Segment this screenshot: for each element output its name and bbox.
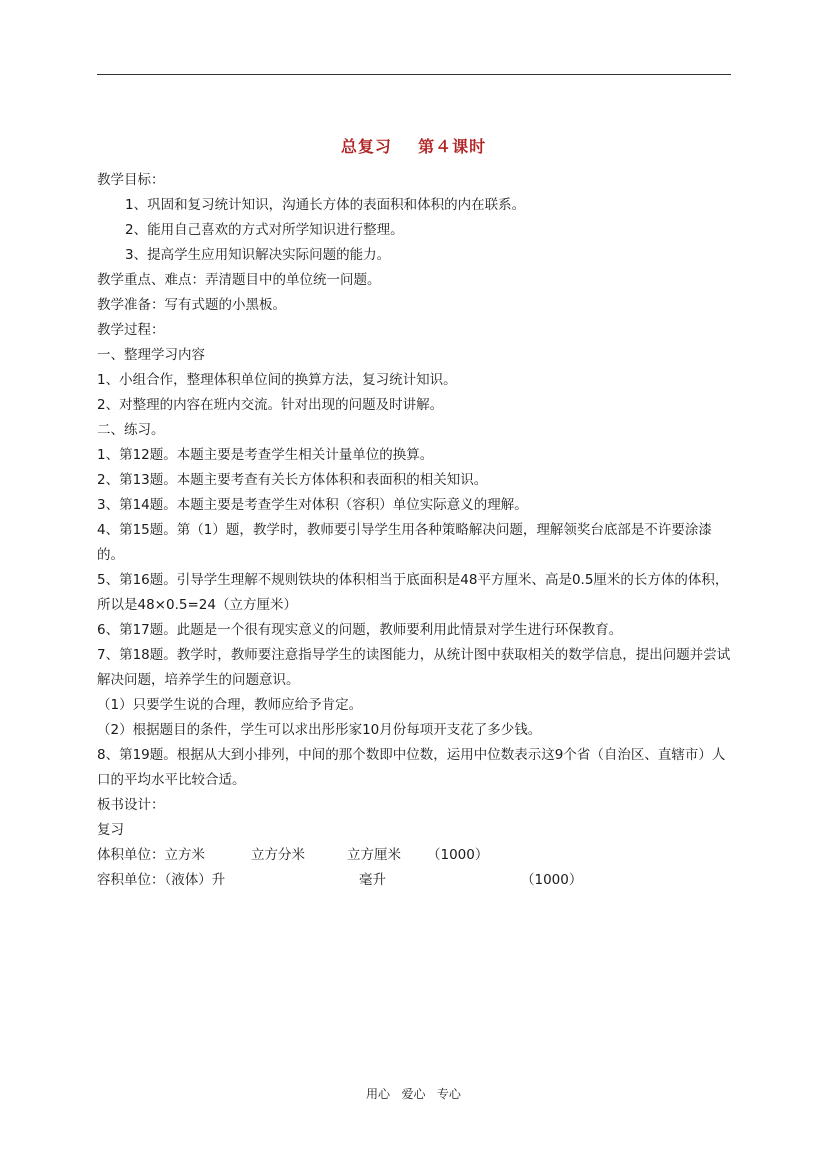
exercise-item-2: 2、第13题。本题主要考查有关长方体体积和表面积的相关知识。 [97, 472, 488, 488]
page-footer: 用心 爱心 专心 [366, 1087, 461, 1101]
board-review-label: 复习 [97, 822, 124, 838]
key-points: 教学重点、难点：弄清题目中的单位统一问题。 [97, 272, 381, 288]
preparation: 教学准备：写有式题的小黑板。 [97, 297, 286, 313]
section-1-item-1: 1、小组合作，整理体积单位间的换算方法，复习统计知识。 [97, 372, 457, 388]
volume-unit-cubic-meter: 体积单位：立方米 [97, 847, 205, 863]
process-heading: 教学过程： [97, 322, 165, 338]
section-1-item-2: 2、对整理的内容在班内交流。针对出现的问题及时讲解。 [97, 397, 444, 413]
exercise-item-8: 8、第19题。根据从大到小排列，中间的那个数即中位数，运用中位数表示这9个省（自治区、直辖市）人口的平均水平比较合适。 [97, 747, 726, 788]
exercise-item-7-sub-2: （2）根据题目的条件，学生可以求出彤彤家10月份每项开支花了多少钱。 [97, 722, 542, 738]
volume-conversion-rate: （1000） [427, 847, 489, 863]
document-body [97, 168, 731, 893]
capacity-unit-milliliter: 毫升 [359, 872, 386, 888]
volume-unit-cubic-centimeter: 立方厘米 [347, 847, 401, 863]
exercise-item-6: 6、第17题。此题是一个很有现实意义的问题，教师要利用此情景对学生进行环保教育。 [97, 622, 623, 638]
board-design-heading: 板书设计： [97, 797, 165, 813]
capacity-units-row [97, 868, 731, 893]
objective-2: 2、能用自己喜欢的方式对所学知识进行整理。 [125, 222, 404, 238]
exercise-item-3: 3、第14题。本题主要是考查学生对体积（容积）单位实际意义的理解。 [97, 497, 528, 513]
capacity-conversion-rate: （1000） [521, 872, 583, 888]
objective-1: 1、巩固和复习统计知识，沟通长方体的表面积和体积的内在联系。 [125, 197, 526, 213]
section-2-heading: 二、练习。 [97, 422, 165, 438]
volume-unit-cubic-decimeter: 立方分米 [251, 847, 305, 863]
exercise-item-5: 5、第16题。引导学生理解不规则铁块的体积相当于底面积是48平方厘米、高是0.5厘米的长方体的体积，所以是48×0.5=24（立方厘米） [97, 572, 729, 613]
exercise-item-1: 1、第12题。本题主要是考查学生相关计量单位的换算。 [97, 447, 434, 463]
section-1-heading: 一、整理学习内容 [97, 347, 205, 363]
objectives-heading: 教学目标： [97, 172, 165, 188]
exercise-item-7-sub-1: （1）只要学生说的合理，教师应给予肯定。 [97, 697, 363, 713]
objective-3: 3、提高学生应用知识解决实际问题的能力。 [125, 247, 391, 263]
page-title: 总复习 第４课时 [340, 137, 487, 156]
capacity-unit-liter: 容积单位：（液体）升 [97, 872, 226, 888]
exercise-item-7: 7、第18题。教学时，教师要注意指导学生的读图能力，从统计图中获取相关的数学信息，提出问题并尝试解决问题，培养学生的问题意识。 [97, 647, 731, 688]
exercise-item-4: 4、第15题。第（1）题，教学时，教师要引导学生用各种策略解决问题，理解领奖台底部是不许要涂漆的。 [97, 522, 712, 563]
header-rule [97, 74, 731, 75]
volume-units-row [97, 843, 731, 868]
